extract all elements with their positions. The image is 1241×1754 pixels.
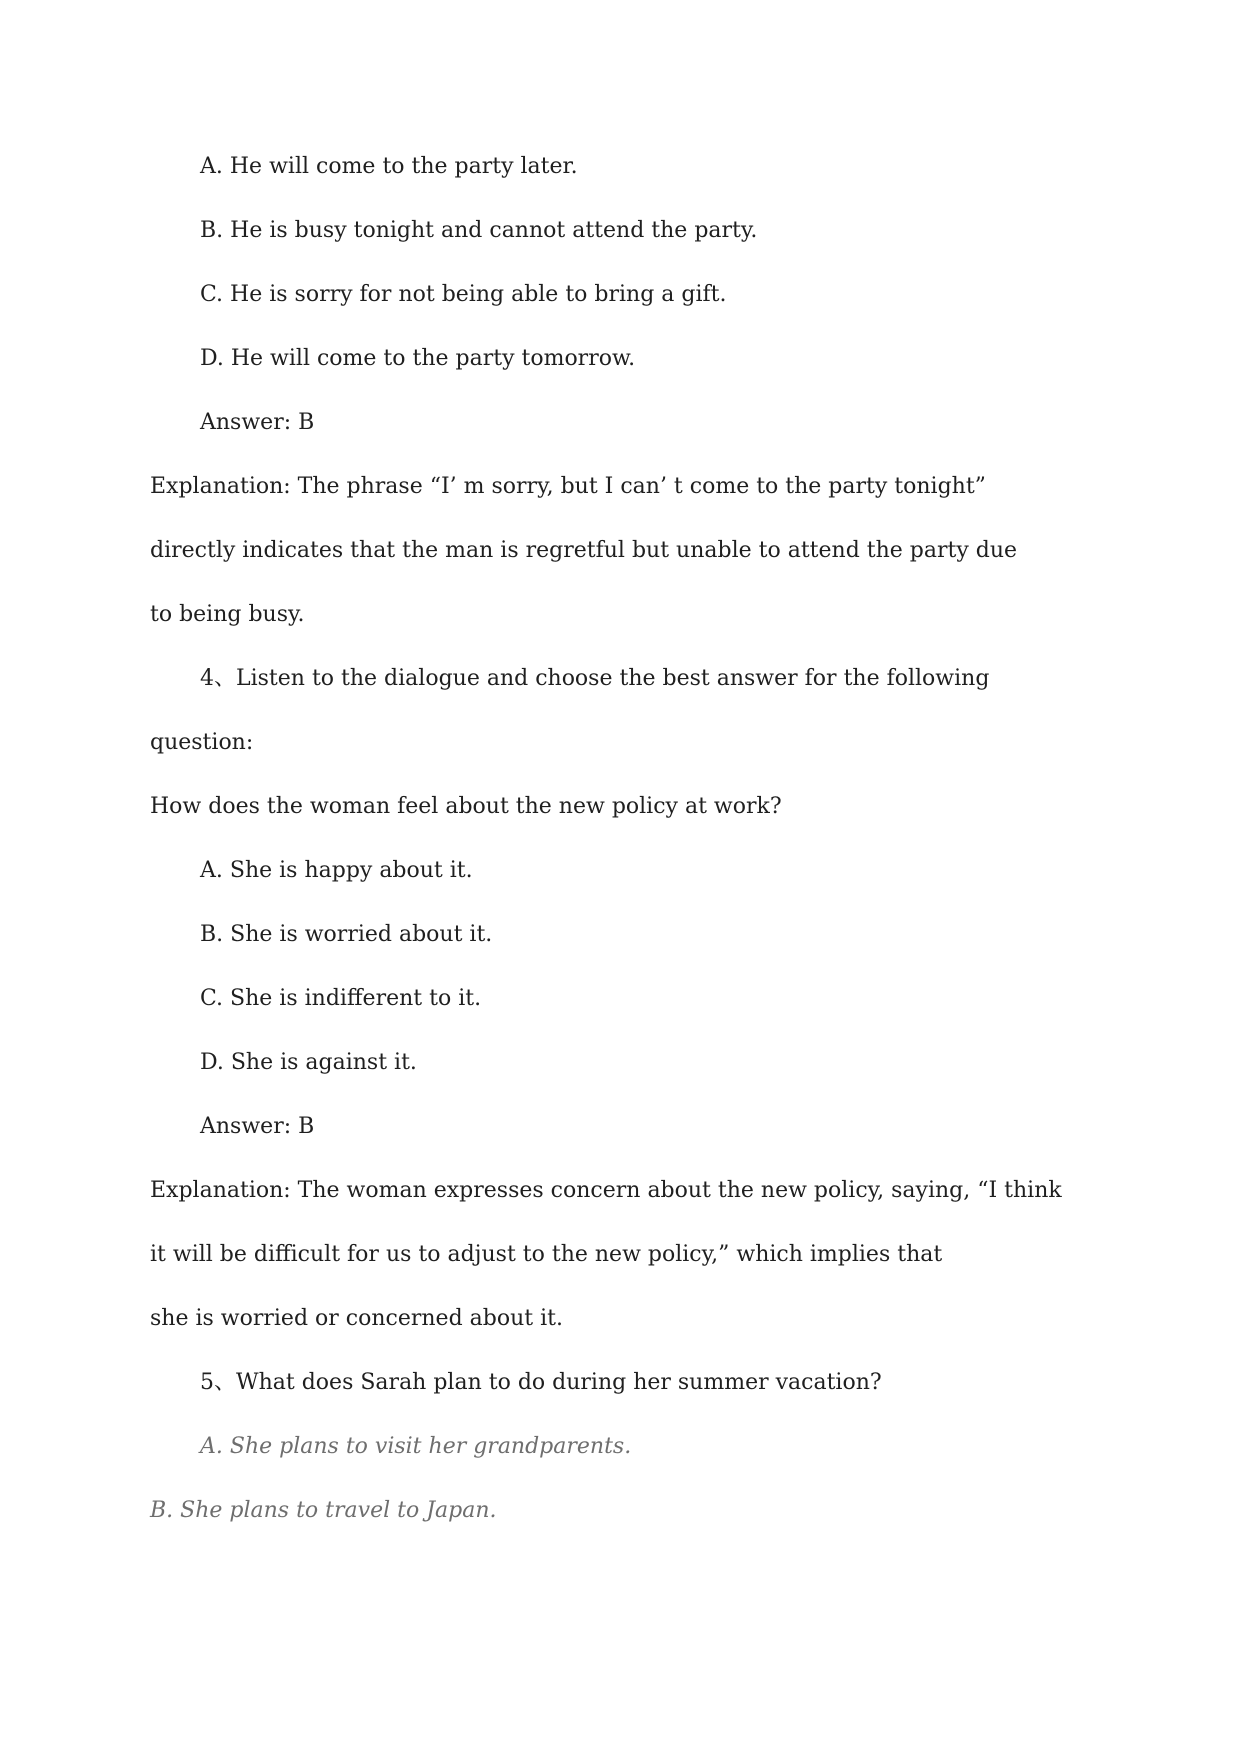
q3-explanation-line-2: directly indicates that the man is regretful but unable to attend the party due [150,538,1018,563]
q3-answer: Answer: B [200,410,315,435]
q4-prompt-line-2: question: [150,730,254,755]
q4-explanation-line-1: Explanation: The woman expresses concern about the new policy, saying, “I think [150,1178,1062,1203]
q4-answer: Answer: B [200,1114,315,1139]
q3-option-c: C. He is sorry for not being able to bring a gift. [200,282,727,307]
q5-option-b: B. She plans to travel to Japan. [150,1498,497,1523]
q4-explanation-line-3: she is worried or concerned about it. [150,1306,563,1331]
q4-explanation-line-2: it will be difficult for us to adjust to the new policy,” which implies that [150,1242,943,1267]
q4-option-c: C. She is indifferent to it. [200,986,482,1011]
q3-option-a: A. He will come to the party later. [200,154,578,179]
q4-prompt-line-1: 4、Listen to the dialogue and choose the best answer for the following [200,666,990,691]
q4-option-d: D. She is against it. [200,1050,417,1075]
q4-option-a: A. She is happy about it. [200,858,473,883]
q4-option-b: B. She is worried about it. [200,922,493,947]
q5-option-a: A. She plans to visit her grandparents. [200,1434,632,1459]
q3-explanation-line-1: Explanation: The phrase “I’ m sorry, but I can’ t come to the party tonight” [150,474,986,499]
q5-question: 5、What does Sarah plan to do during her summer vacation? [200,1370,882,1395]
q3-explanation-line-3: to being busy. [150,602,305,627]
q4-question: How does the woman feel about the new policy at work? [150,794,782,819]
q3-option-b: B. He is busy tonight and cannot attend the party. [200,218,758,243]
q3-option-d: D. He will come to the party tomorrow. [200,346,636,371]
